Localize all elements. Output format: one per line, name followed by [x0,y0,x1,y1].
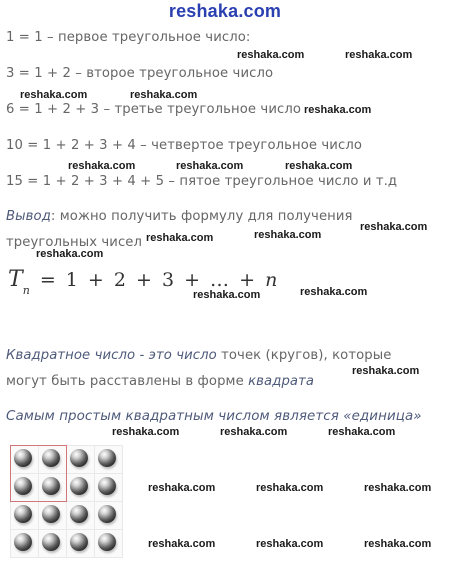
triangular-line-1: 1 = 1 – первое треугольное число: [6,30,251,45]
square-definition-text: точек (кругов), которые [216,348,392,363]
point-ball [98,505,116,523]
watermark[interactable]: reshaka.com [36,248,104,260]
watermark[interactable]: reshaka.com [254,229,322,241]
point-ball [14,533,32,551]
watermark[interactable]: reshaka.com [68,160,136,172]
point-ball [70,449,88,467]
watermark[interactable]: reshaka.com [256,482,324,494]
site-title[interactable]: reshaka.com [168,1,282,21]
conclusion-label: Вывод [6,209,51,224]
formula-symbol: T [8,267,23,292]
watermark[interactable]: reshaka.com [193,289,261,301]
watermark[interactable]: reshaka.com [364,482,432,494]
triangular-line-2: 3 = 1 + 2 – второе треугольное число [6,66,274,81]
watermark[interactable]: reshaka.com [328,426,396,438]
triangular-line-5: 15 = 1 + 2 + 3 + 4 + 5 – пятое треугольное число и т.д [6,174,398,189]
conclusion-text: : можно получить формулу для получения [50,209,353,224]
point-ball [42,533,60,551]
point-ball [98,477,116,495]
watermark[interactable]: reshaka.com [352,365,420,377]
formula-subscript: n [22,284,32,297]
square-number-ball-grid [10,445,122,565]
conclusion-line-1 [6,209,353,224]
point-ball [70,533,88,551]
watermark[interactable]: reshaka.com [364,538,432,550]
watermark[interactable]: reshaka.com [345,49,413,61]
watermark[interactable]: reshaka.com [220,426,288,438]
formula-last-term: n [265,269,280,291]
watermark[interactable]: reshaka.com [148,482,216,494]
watermark[interactable]: reshaka.com [146,232,214,244]
conclusion-line-2: треугольных чисел [6,235,143,250]
watermark[interactable]: reshaka.com [112,426,180,438]
square-definition-text-2: могут быть расставлены в форме [6,374,244,389]
square-definition-shape: квадрата [243,374,315,389]
triangular-line-4: 10 = 1 + 2 + 3 + 4 – четвертое треугольное число [6,138,363,153]
watermark[interactable]: reshaka.com [360,221,428,233]
simplest-square-line: Самым простым квадратным числом является «единица» [6,409,422,424]
point-ball [42,505,60,523]
highlighted-square-frame [10,445,67,502]
point-ball [14,505,32,523]
watermark[interactable]: reshaka.com [285,160,353,172]
point-ball [70,477,88,495]
watermark[interactable]: reshaka.com [20,89,88,101]
watermark[interactable]: reshaka.com [176,160,244,172]
triangular-line-3: 6 = 1 + 2 + 3 – третье треугольное число [6,102,302,117]
watermark[interactable]: reshaka.com [130,89,198,101]
square-definition-term: Квадратное число - это число [6,348,217,363]
formula-body: = 1 + 2 + 3 + … + [39,269,258,291]
watermark[interactable]: reshaka.com [148,538,216,550]
watermark[interactable]: reshaka.com [256,538,324,550]
watermark[interactable]: reshaka.com [300,286,368,298]
point-ball [98,449,116,467]
watermark[interactable]: reshaka.com [237,49,305,61]
square-definition-line-1 [6,348,391,363]
square-definition-line-2 [6,374,314,389]
point-ball [98,533,116,551]
watermark[interactable]: reshaka.com [304,104,372,116]
point-ball [70,505,88,523]
